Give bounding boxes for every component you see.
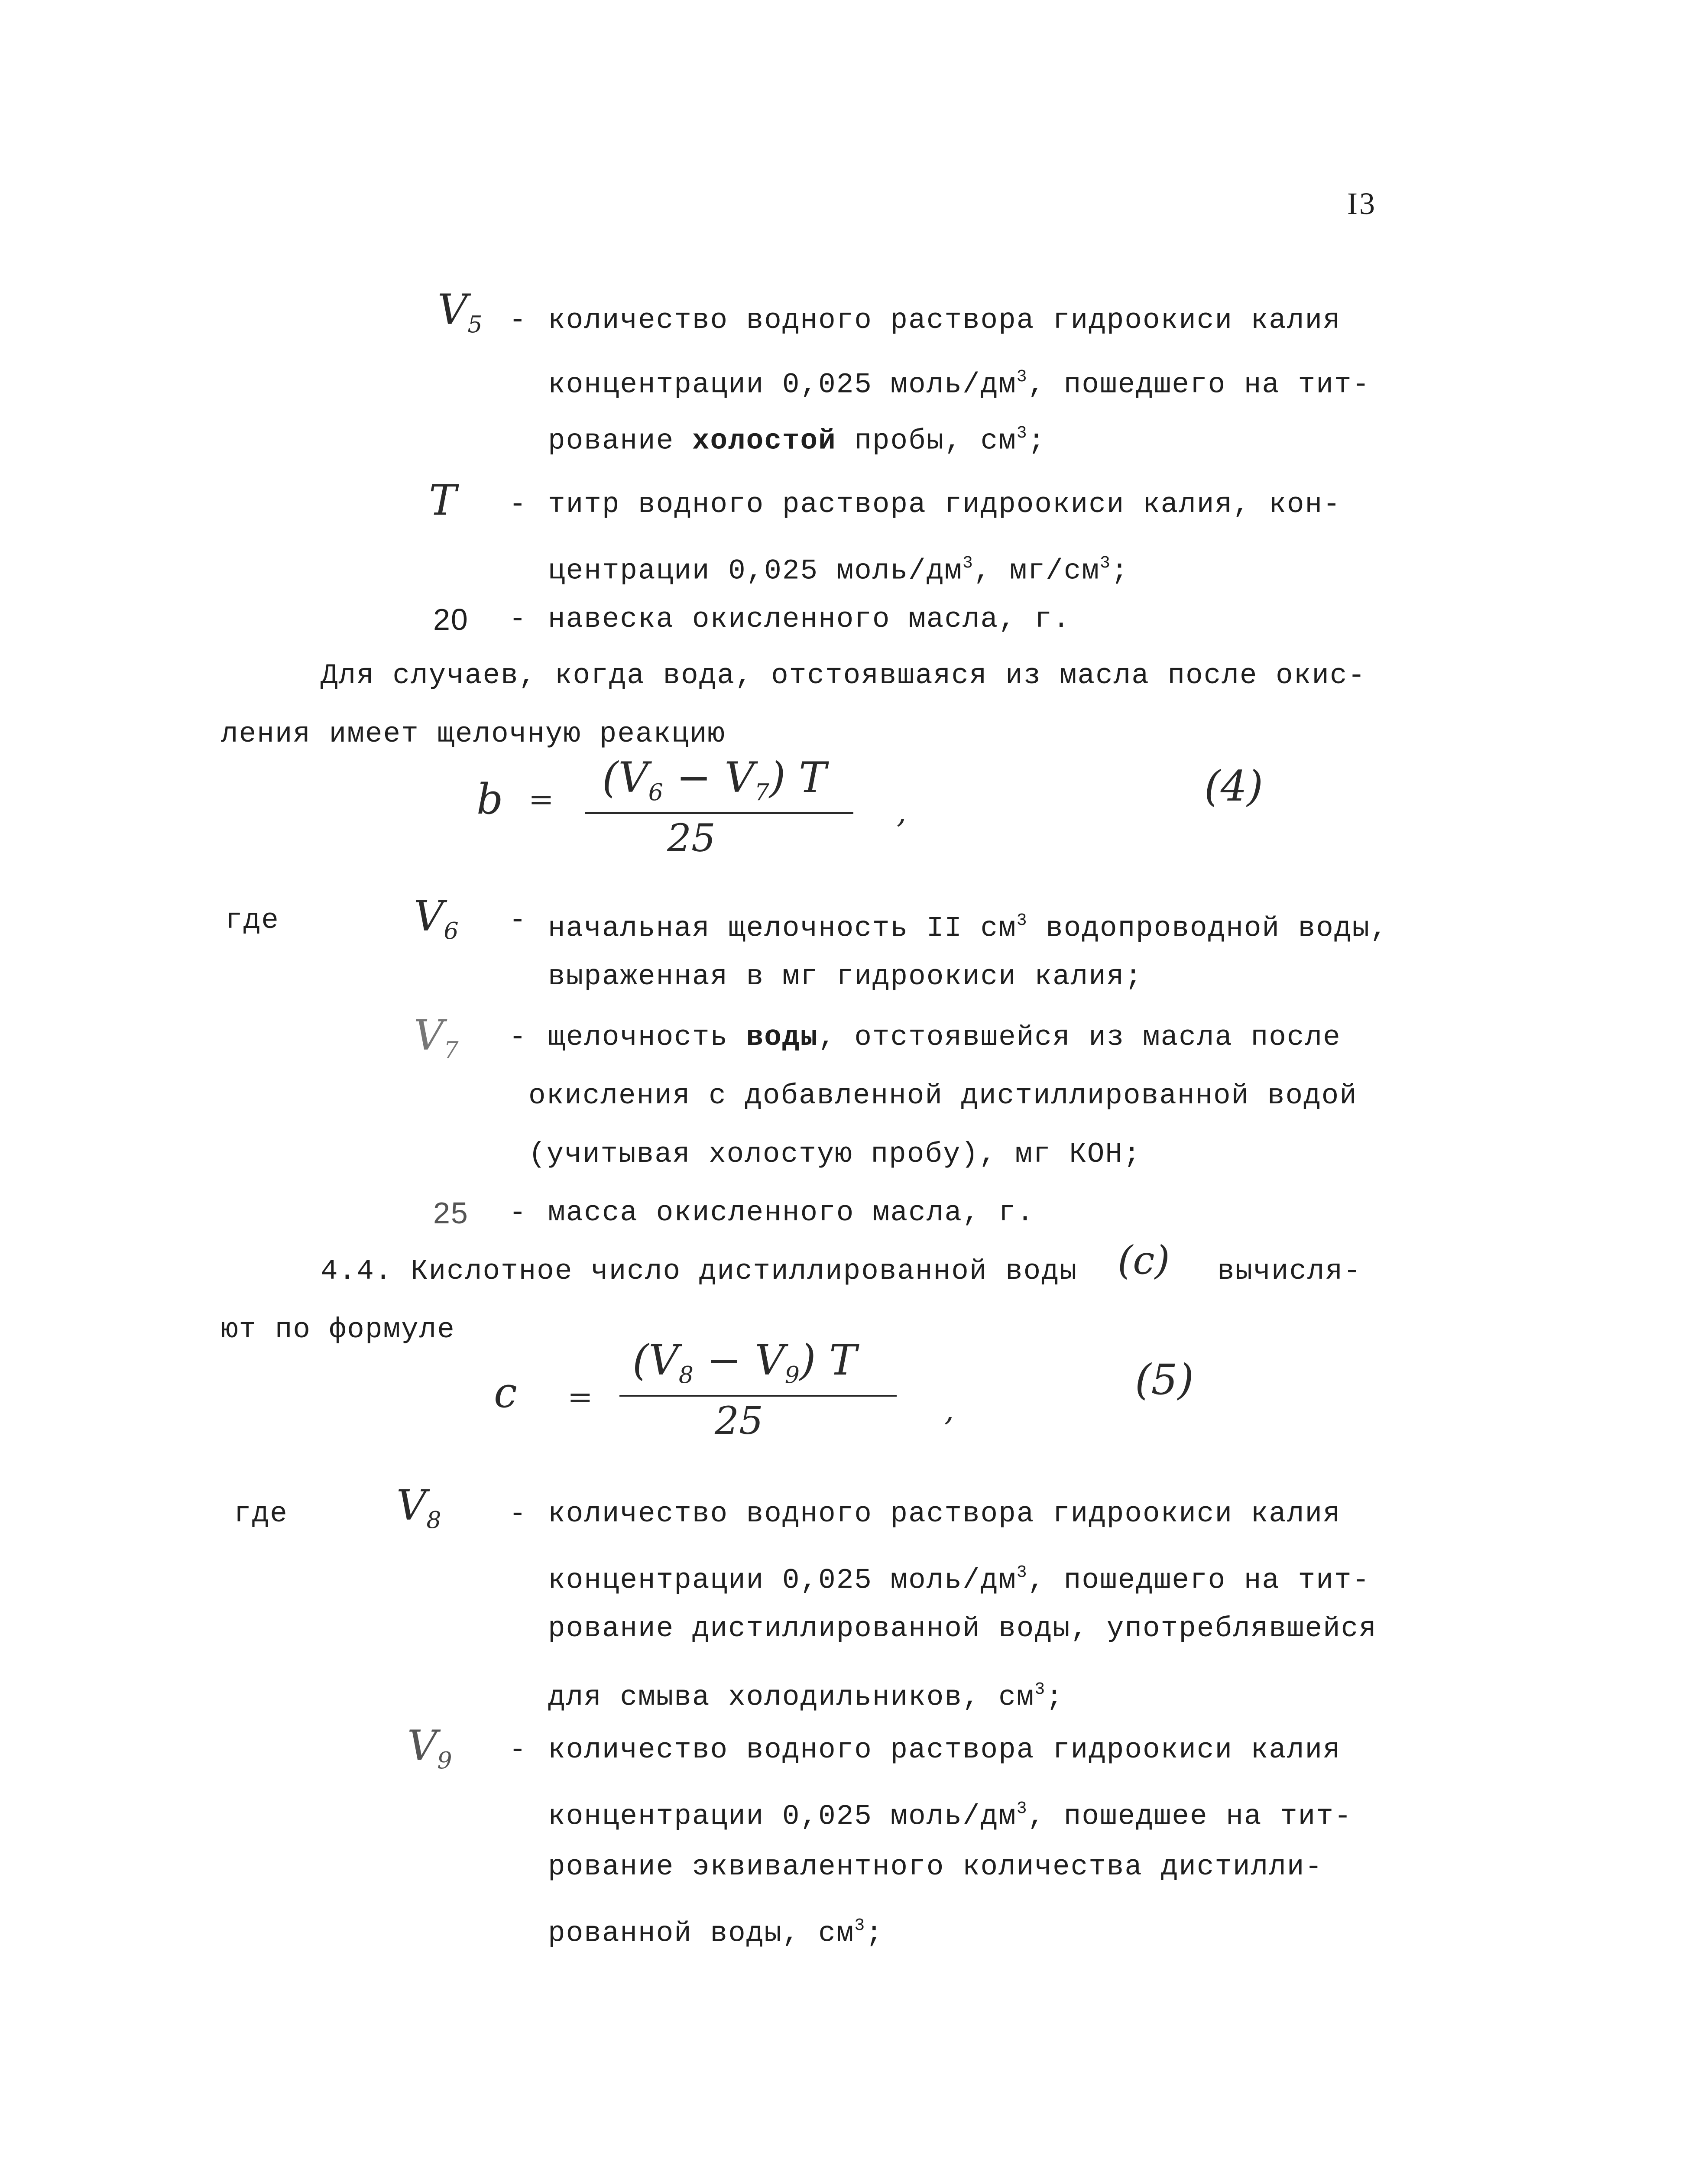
formula5-numerator: $(V_8 - V_9)$ T <box>632 1336 857 1388</box>
v7-definition-line3: (учитывая холостую пробу), мг КОН; <box>528 1138 1141 1171</box>
paragraph2-line1: 4.4. Кислотное число дистиллированной воды <box>321 1255 1078 1287</box>
dash: - <box>509 1498 526 1530</box>
symbol-v8: $V_8$ <box>396 1481 441 1534</box>
formula5-eq: = <box>567 1379 593 1415</box>
dash: - <box>509 304 526 337</box>
v5-definition-line2: концентрации 0,025 моль/$дм^3$, пошедшего на тит- <box>548 367 1371 401</box>
where-label: где <box>225 904 279 937</box>
formula5-lhs: c <box>494 1368 517 1417</box>
v6-definition-line2: выраженная в мг гидроокиси калия; <box>548 960 1143 993</box>
where-label: где <box>234 1498 288 1530</box>
v9-definition-line4: рованной воды, $см^3$; <box>548 1916 884 1950</box>
symbol-v5: $V_5$ <box>438 285 483 338</box>
formula4-eq: = <box>528 781 554 817</box>
symbol-20: 20 <box>433 603 469 636</box>
v8-definition-line2: концентрации 0,025 моль/$дм^3$, пошедшего на тит- <box>548 1563 1371 1597</box>
paragraph2-line1-end: вычисля- <box>1217 1255 1361 1287</box>
formula5-fraction-line <box>619 1395 897 1397</box>
paragraph2-symbol-c: (c) <box>1118 1238 1170 1283</box>
formula4-lhs: b <box>476 775 503 824</box>
formula5-comma: , <box>944 1392 954 1428</box>
symbol-v7: $V_7$ <box>414 1011 459 1064</box>
symbol-t: T <box>429 476 457 525</box>
v5-definition-line3: рование холостой пробы, $см^3$; <box>548 423 1046 457</box>
dash: - <box>509 1021 526 1054</box>
formula4-fraction-line <box>585 812 853 814</box>
paragraph1-line2: ления имеет щелочную реакцию <box>221 718 726 750</box>
v9-definition-line3: рование эквивалентного количества дистилли- <box>548 1851 1323 1883</box>
v8-definition-line1: количество водного раствора гидроокиси калия <box>548 1498 1341 1530</box>
v9-definition-line1: количество водного раствора гидроокиси калия <box>548 1734 1341 1766</box>
formula4-comma: , <box>897 794 907 830</box>
n25-definition: масса окисленного масла, г. <box>548 1196 1035 1229</box>
formula4-denominator: 25 <box>667 816 716 860</box>
dash: - <box>509 1734 526 1766</box>
dash: - <box>509 904 526 937</box>
symbol-25: 25 <box>433 1196 469 1230</box>
n20-definition: навеска окисленного масла, г. <box>548 603 1071 636</box>
formula5-denominator: 25 <box>715 1398 763 1443</box>
dash: - <box>509 603 526 636</box>
paragraph2-line2: ют по формуле <box>221 1313 455 1346</box>
v8-definition-line4: для смыва холодильников, $см^3$; <box>548 1680 1064 1714</box>
v7-definition-line1: щелочность воды, отстоявшейся из масла после <box>548 1021 1341 1054</box>
page-number: I3 <box>1347 186 1377 221</box>
v6-definition-line1: начальная щелочность II $см^3$ водопроводной воды, <box>548 911 1388 945</box>
symbol-v6: $V_6$ <box>414 892 459 944</box>
dash: - <box>509 1196 526 1229</box>
formula5-label: (5) <box>1135 1355 1194 1404</box>
formula4-label: (4) <box>1204 762 1263 811</box>
formula4-numerator: $(V_6 - V_7)$ T <box>602 753 826 806</box>
dash: - <box>509 488 526 521</box>
t-definition-line1: титр водного раствора гидроокиси калия, кон- <box>548 488 1341 521</box>
symbol-v9: $V_9$ <box>407 1722 452 1774</box>
paragraph1-line1: Для случаев, когда вода, отстоявшаяся из масла после окис- <box>321 659 1366 692</box>
v9-definition-line2: концентрации 0,025 моль/$дм^3$, пошедшее на тит- <box>548 1799 1352 1833</box>
v7-definition-line2: окисления с добавленной дистиллированной водой <box>528 1080 1358 1112</box>
t-definition-line2: центрации 0,025 моль/$дм^3$, $мг/см^3$; <box>548 553 1129 587</box>
v8-definition-line3: рование дистиллированной воды, употреблявшейся <box>548 1612 1377 1645</box>
v5-definition-line1: количество водного раствора гидроокиси калия <box>548 304 1341 337</box>
